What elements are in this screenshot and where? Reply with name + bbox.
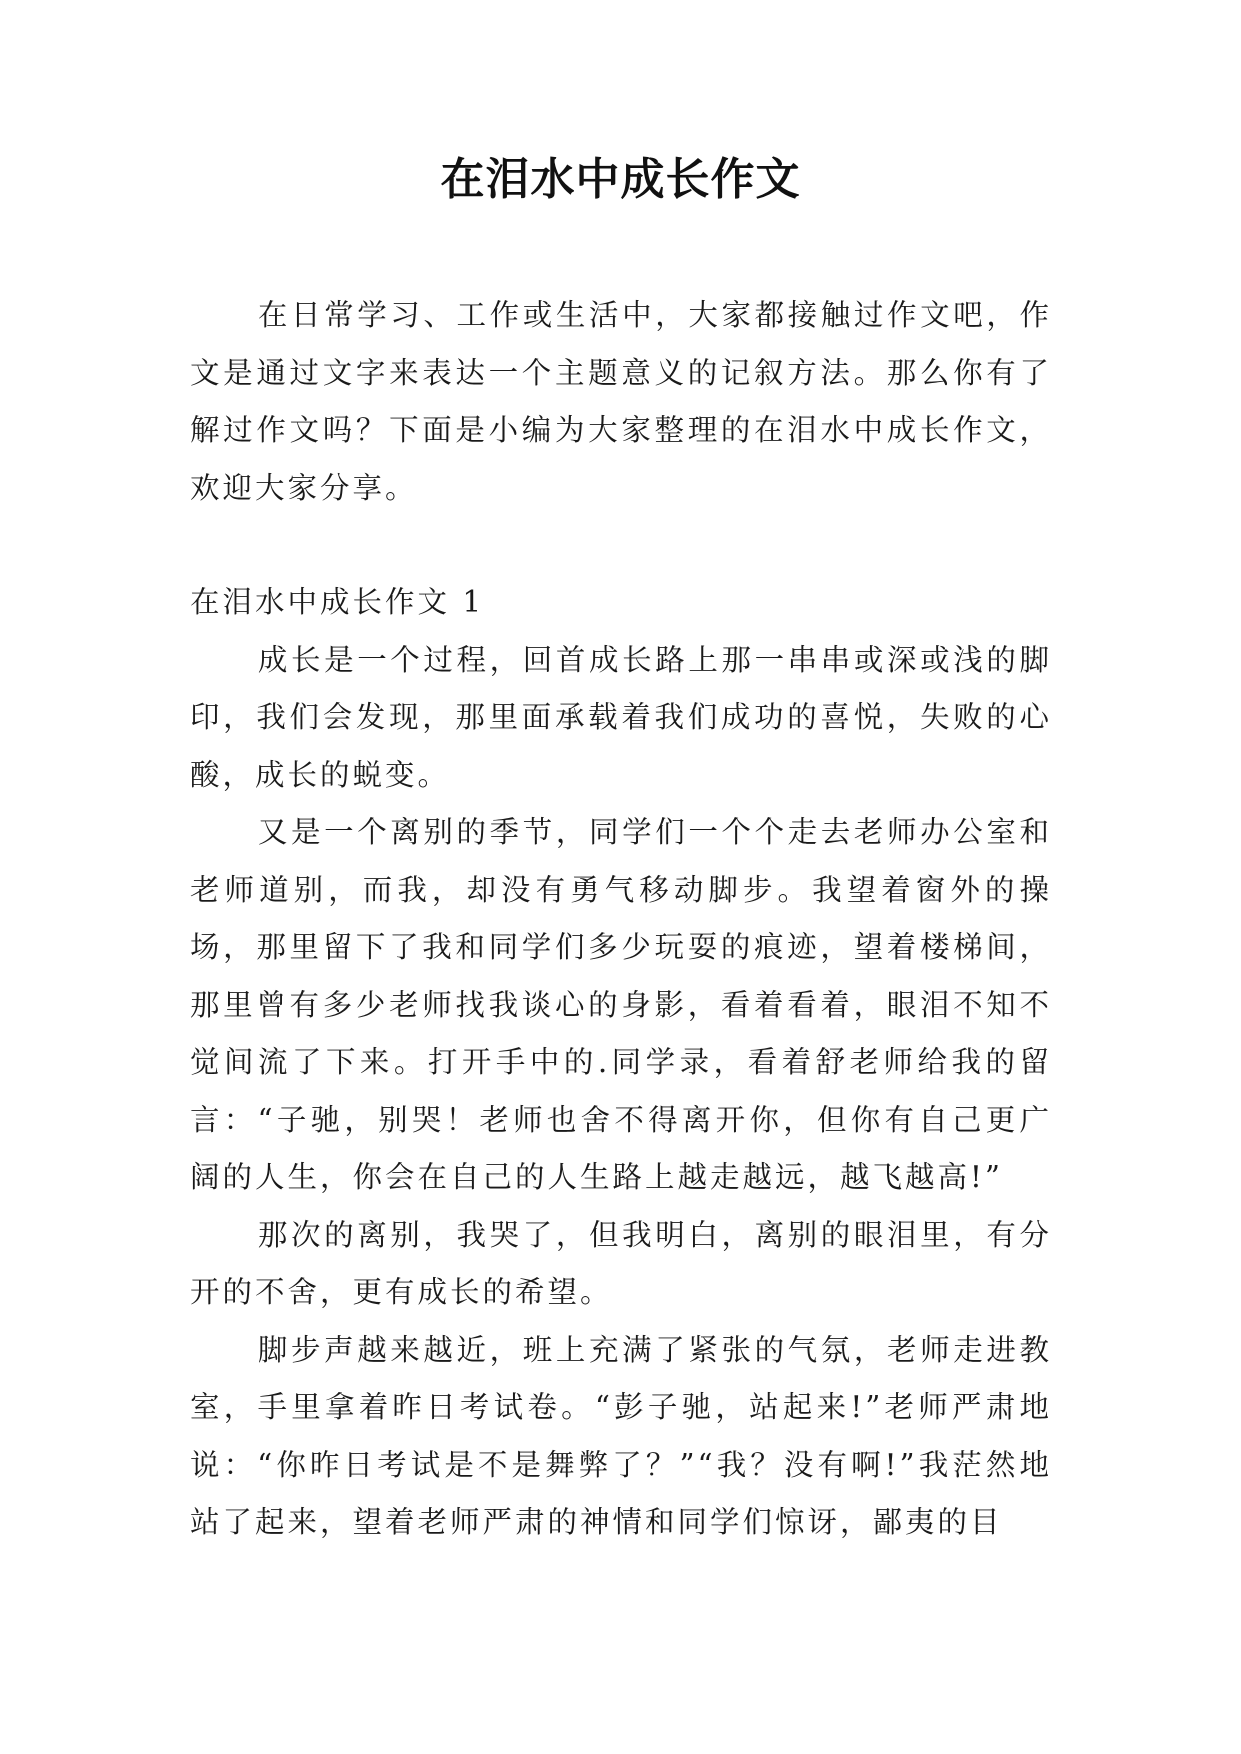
document-title: 在泪水中成长作文	[440, 154, 801, 205]
document-body	[190, 287, 1052, 1552]
body-paragraph-4: 脚步声越来越近，班上充满了紧张的气氛，老师走进教室，手里拿着昨日考试卷。“彭子驰，站起来!”老师严肃地说：“你昨日考试是不是舞弊了？”“我？没有啊!”我茫然地站了起来，望着老师严肃的神情和同学们惊讶，鄙夷的目	[190, 1332, 1052, 1539]
section-spacer	[190, 517, 1052, 574]
body-paragraph-2: 又是一个离别的季节，同学们一个个走去老师办公室和老师道别，而我，却没有勇气移动脚步。我望着窗外的操场，那里留下了我和同学们多少玩耍的痕迹，望着楼梯间，那里曾有多少老师找我谈心的身影，看着看着，眼泪不知不觉间流了下来。打开手中的.同学录，看着舒老师给我的留言：“子驰，别哭！老师也舍不得离开你，但你有自己更广阔的人生，你会在自己的人生路上越走越远，越飞越高!”	[190, 815, 1052, 1194]
body-paragraph-1: 成长是一个过程，回首成长路上那一串串或深或浅的脚印，我们会发现，那里面承载着我们成功的喜悦，失败的心酸，成长的蜕变。	[190, 642, 1052, 792]
body-paragraph-3: 那次的离别，我哭了，但我明白，离别的眼泪里，有分开的不舍，更有成长的希望。	[190, 1217, 1052, 1309]
section-heading: 在泪水中成长作文 1	[190, 585, 485, 619]
intro-paragraph: 在日常学习、工作或生活中，大家都接触过作文吧，作文是通过文字来表达一个主题意义的记叙方法。那么你有了解过作文吗？下面是小编为大家整理的在泪水中成长作文，欢迎大家分享。	[190, 298, 1052, 505]
